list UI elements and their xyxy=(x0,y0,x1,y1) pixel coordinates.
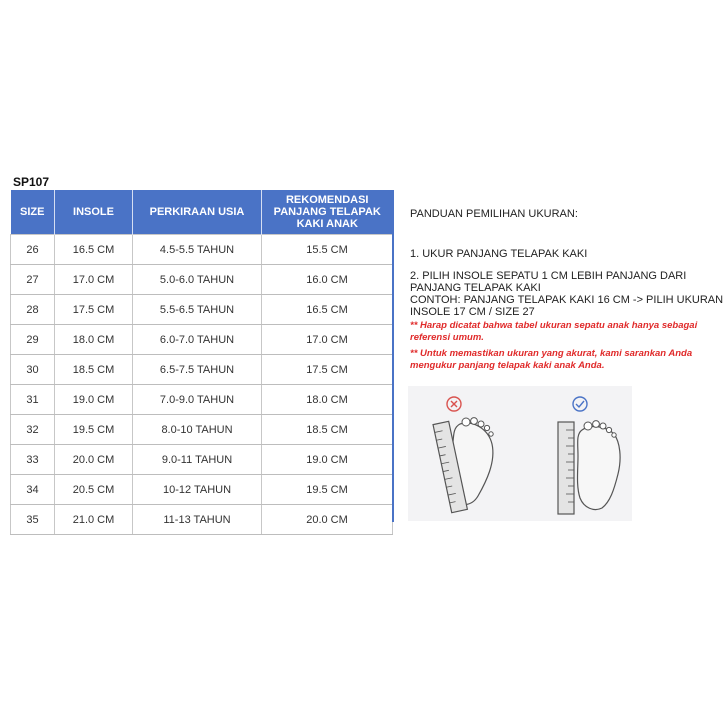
wrong-measurement-figure xyxy=(420,386,520,521)
cell-size: 32 xyxy=(11,415,55,445)
cell-insole: 20.5 CM xyxy=(55,475,133,505)
guide-step-1: 1. UKUR PANJANG TELAPAK KAKI xyxy=(410,248,588,260)
size-table xyxy=(10,190,393,535)
cell-foot: 17.0 CM xyxy=(262,325,393,355)
cell-insole: 21.0 CM xyxy=(55,505,133,535)
header-size: SIZE xyxy=(11,190,55,235)
table-row xyxy=(11,295,393,325)
size-guide xyxy=(410,208,726,376)
measurement-illustration xyxy=(408,386,632,521)
cell-insole: 19.5 CM xyxy=(55,415,133,445)
correct-measurement-figure xyxy=(544,386,644,521)
cell-size: 28 xyxy=(11,295,55,325)
cell-age: 9.0-11 TAHUN xyxy=(133,445,262,475)
cell-age: 6.0-7.0 TAHUN xyxy=(133,325,262,355)
guide-step-2: 2. PILIH INSOLE SEPATU 1 CM LEBIH PANJANG DARI PANJANG TELAPAK KAKI xyxy=(410,270,687,294)
cell-size: 29 xyxy=(11,325,55,355)
cell-size: 30 xyxy=(11,355,55,385)
cell-foot: 18.5 CM xyxy=(262,415,393,445)
cell-insole: 17.5 CM xyxy=(55,295,133,325)
cell-age: 5.5-6.5 TAHUN xyxy=(133,295,262,325)
cell-foot: 19.5 CM xyxy=(262,475,393,505)
table-header-row xyxy=(11,190,393,235)
cell-insole: 20.0 CM xyxy=(55,445,133,475)
cell-size: 34 xyxy=(11,475,55,505)
guide-note-measure: ** Untuk memastikan ukuran yang akurat, kami sarankan Anda mengukur panjang telapak kaki anak Anda. xyxy=(410,348,693,371)
cell-age: 7.0-9.0 TAHUN xyxy=(133,385,262,415)
cell-age: 11-13 TAHUN xyxy=(133,505,262,535)
foot-straight-icon xyxy=(578,421,621,510)
cell-foot: 17.5 CM xyxy=(262,355,393,385)
cell-size: 31 xyxy=(11,385,55,415)
product-code: SP107 xyxy=(13,175,50,189)
cell-age: 4.5-5.5 TAHUN xyxy=(133,235,262,265)
guide-example: CONTOH: PANJANG TELAPAK KAKI 16 CM -> PILIH UKURAN INSOLE 17 CM / SIZE 27 xyxy=(410,294,724,318)
cell-age: 6.5-7.5 TAHUN xyxy=(133,355,262,385)
table-row xyxy=(11,475,393,505)
table-edge-accent xyxy=(392,190,394,522)
header-age: PERKIRAAN USIA xyxy=(133,190,262,235)
cell-foot: 20.0 CM xyxy=(262,505,393,535)
cell-foot: 18.0 CM xyxy=(262,385,393,415)
ruler-straight-icon xyxy=(558,422,574,514)
cell-foot: 16.5 CM xyxy=(262,295,393,325)
cell-foot: 15.5 CM xyxy=(262,235,393,265)
table-row xyxy=(11,265,393,295)
table-row xyxy=(11,505,393,535)
wrong-x-icon xyxy=(447,397,461,411)
guide-title: PANDUAN PEMILIHAN UKURAN: xyxy=(410,208,578,220)
table-row xyxy=(11,325,393,355)
table-row xyxy=(11,355,393,385)
cell-size: 26 xyxy=(11,235,55,265)
cell-age: 5.0-6.0 TAHUN xyxy=(133,265,262,295)
cell-insole: 17.0 CM xyxy=(55,265,133,295)
cell-insole: 16.5 CM xyxy=(55,235,133,265)
guide-note-reference: ** Harap dicatat bahwa tabel ukuran sepatu anak hanya sebagai referensi umum. xyxy=(410,320,698,343)
table-row xyxy=(11,415,393,445)
cell-size: 33 xyxy=(11,445,55,475)
header-foot-length: REKOMENDASI PANJANG TELAPAK KAKI ANAK xyxy=(262,190,393,235)
cell-insole: 18.0 CM xyxy=(55,325,133,355)
table-row xyxy=(11,445,393,475)
table-row xyxy=(11,235,393,265)
cell-age: 10-12 TAHUN xyxy=(133,475,262,505)
cell-size: 35 xyxy=(11,505,55,535)
cell-insole: 19.0 CM xyxy=(55,385,133,415)
table-row xyxy=(11,385,393,415)
cell-foot: 16.0 CM xyxy=(262,265,393,295)
correct-check-icon xyxy=(573,397,587,411)
cell-insole: 18.5 CM xyxy=(55,355,133,385)
header-insole: INSOLE xyxy=(55,190,133,235)
cell-size: 27 xyxy=(11,265,55,295)
cell-foot: 19.0 CM xyxy=(262,445,393,475)
cell-age: 8.0-10 TAHUN xyxy=(133,415,262,445)
